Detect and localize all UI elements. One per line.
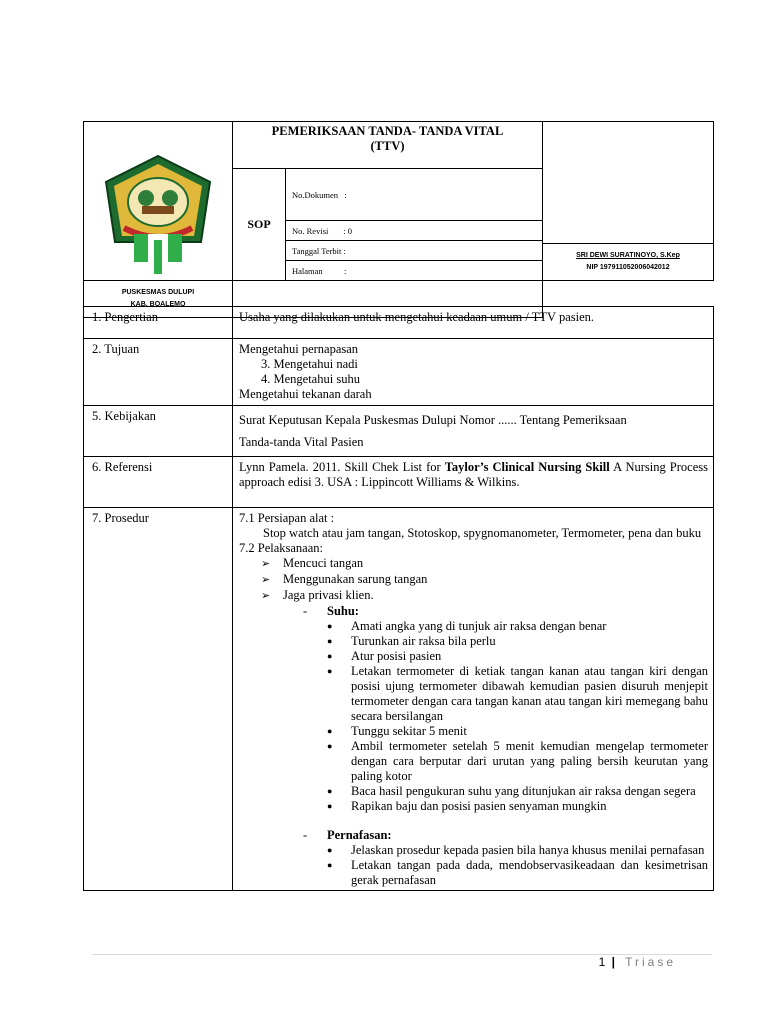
puskesmas-logo-icon	[84, 150, 232, 275]
document-title	[233, 122, 543, 169]
page-number: 1	[598, 955, 606, 969]
suhu-list	[307, 619, 708, 814]
signature-area	[543, 122, 714, 281]
logo-cell	[84, 122, 233, 281]
list-item: ➢ Jaga privasi klien.	[283, 588, 708, 604]
list-item: ● Ambil termometer setelah 5 menit kemudian mengelap termometer dengan cara berputar dari urutan yang paling bersih keurutan yang paling kotor	[351, 739, 708, 784]
sop-label: SOP	[233, 169, 286, 281]
list-item: ● Atur posisi pasien	[351, 649, 708, 664]
row-prosedur	[84, 508, 714, 891]
page-footer	[599, 955, 676, 969]
list-item: ● Baca hasil pengukuran suhu yang ditunjukan air raksa dengan segera	[351, 784, 708, 799]
list-item: ● Amati angka yang di tunjuk air raksa dengan benar	[351, 619, 708, 634]
row-pengertian	[84, 307, 714, 339]
pernafasan-section: - Pernafasan: ● Jelaskan prosedur kepada pasien bila hanya khusus menilai pernafasan ● Letakan tangan pada dada, mendobservasikeadaan dan kesimetrisan gerak pernafasan	[307, 828, 708, 888]
list-item: ● Jelaskan prosedur kepada pasien bila hanya khusus menilai pernafasan	[351, 843, 708, 858]
value-tujuan: Mengetahui pernapasan 3. Mengetahui nadi 4. Mengetahui suhu Mengetahui tekanan darah	[233, 339, 714, 406]
organization-name: PUSKESMAS DULUPI KAB. BOALEMO	[84, 281, 233, 318]
row-kebijakan	[84, 406, 714, 457]
list-item: ➢ Mencuci tangan	[283, 556, 708, 572]
meta-tanggal-terbit: Tanggal Terbit :	[286, 241, 543, 261]
footer-separator: |	[611, 955, 615, 969]
value-referensi: Lynn Pamela. 2011. Skill Chek List for Taylor’s Clinical Nursing Skill A Nursing Process approach edisi 3. USA : Lippincott Williams & Wilkins.	[233, 457, 714, 508]
value-kebijakan: Surat Keputusan Kepala Puskesmas Dulupi Nomor ...... Tentang Pemeriksaan Tanda-tanda Vital Pasien	[233, 406, 714, 457]
key-pengertian: 1. Pengertian	[84, 307, 233, 339]
value-prosedur: 7.1 Persiapan alat : Stop watch atau jam tangan, Stotoskop, spygnomanometer, Termometer, pena dan buku 7.2 Pelaksanaan: ➢ Mencuci tangan ➢ Menggunakan sarung tangan ➢ Jaga privasi klien. - Suhu: ● Amati angka yang di tunjuk air raksa dengan benar ● Turunkan air raksa bila perlu ● Atur posisi pasien ● Letakan termometer di ketiak tangan kanan atau tangan kiri dengan posisi ujung termometer dibawah kemudian pasien disuruh menjepit termometer dengan cara tangan kanan atau tangan kiri memegang bahu secara bersilangan ● Tunggu sekitar 5 menit ● Ambil termometer setelah 5 menit kemudian mengelap termometer dengan cara berputar dari urutan yang paling bersih keurutan yang paling kotor ● Baca hasil pengukuran suhu yang ditunjukan air raksa dengan segera ● Rapikan baju dan posisi pasien senyaman mungkin - Pernafasan: ● Jelaskan prosedur kepada pasien bila hanya khusus menilai pernafasan ● Letakan tangan pada dada, mendobservasikeadaan dan kesimetrisan gerak pernafasan	[233, 508, 714, 891]
key-prosedur: 7. Prosedur	[84, 508, 233, 891]
meta-no-dokumen: No.Dokumen :	[286, 169, 543, 221]
list-item: ● Letakan termometer di ketiak tangan kanan atau tangan kiri dengan posisi ujung termometer dibawah kemudian pasien disuruh menjepit termometer dengan cara tangan kanan atau tangan kiri memegang bahu secara bersilangan	[351, 664, 708, 724]
signer-name: SRI DEWI SURATINOYO, S.Kep	[576, 252, 680, 259]
list-item: ➢ Menggunakan sarung tangan	[283, 572, 708, 588]
sop-header-table	[83, 121, 714, 318]
key-tujuan: 2. Tujuan	[84, 339, 233, 406]
suhu-section: - Suhu: ● Amati angka yang di tunjuk air raksa dengan benar ● Turunkan air raksa bila perlu ● Atur posisi pasien ● Letakan termometer di ketiak tangan kanan atau tangan kiri dengan posisi ujung termometer dibawah kemudian pasien disuruh menjepit termometer dengan cara tangan kanan atau tangan kiri memegang bahu secara bersilangan ● Tunggu sekitar 5 menit ● Ambil termometer setelah 5 menit kemudian mengelap termometer dengan cara berputar dari urutan yang paling bersih keurutan yang paling kotor ● Baca hasil pengukuran suhu yang ditunjukan air raksa dengan segera ● Rapikan baju dan posisi pasien senyaman mungkin	[307, 604, 708, 814]
list-item: ● Tunggu sekitar 5 menit	[351, 724, 708, 739]
pelaksanaan-steps	[239, 556, 708, 604]
meta-halaman: Halaman :	[286, 261, 543, 281]
list-item: ● Letakan tangan pada dada, mendobservasikeadaan dan kesimetrisan gerak pernafasan	[351, 858, 708, 888]
key-kebijakan: 5. Kebijakan	[84, 406, 233, 457]
value-pengertian: Usaha yang dilakukan untuk mengetahui keadaan umum / TTV pasien.	[233, 307, 714, 339]
meta-no-revisi: No. Revisi : 0	[286, 221, 543, 241]
row-tujuan	[84, 339, 714, 406]
row-referensi	[84, 457, 714, 508]
title-line-2: (TTV)	[370, 139, 405, 153]
pernafasan-list	[307, 843, 708, 888]
key-referensi: 6. Referensi	[84, 457, 233, 508]
signer-nip: NIP 197911052006042012	[586, 264, 670, 271]
title-line-1: PEMERIKSAAN TANDA- TANDA VITAL	[271, 124, 504, 138]
list-item: ● Turunkan air raksa bila perlu	[351, 634, 708, 649]
list-item: ● Rapikan baju dan posisi pasien senyaman mungkin	[351, 799, 708, 814]
sop-content-table	[83, 306, 714, 891]
footer-label: Triase	[625, 955, 676, 969]
